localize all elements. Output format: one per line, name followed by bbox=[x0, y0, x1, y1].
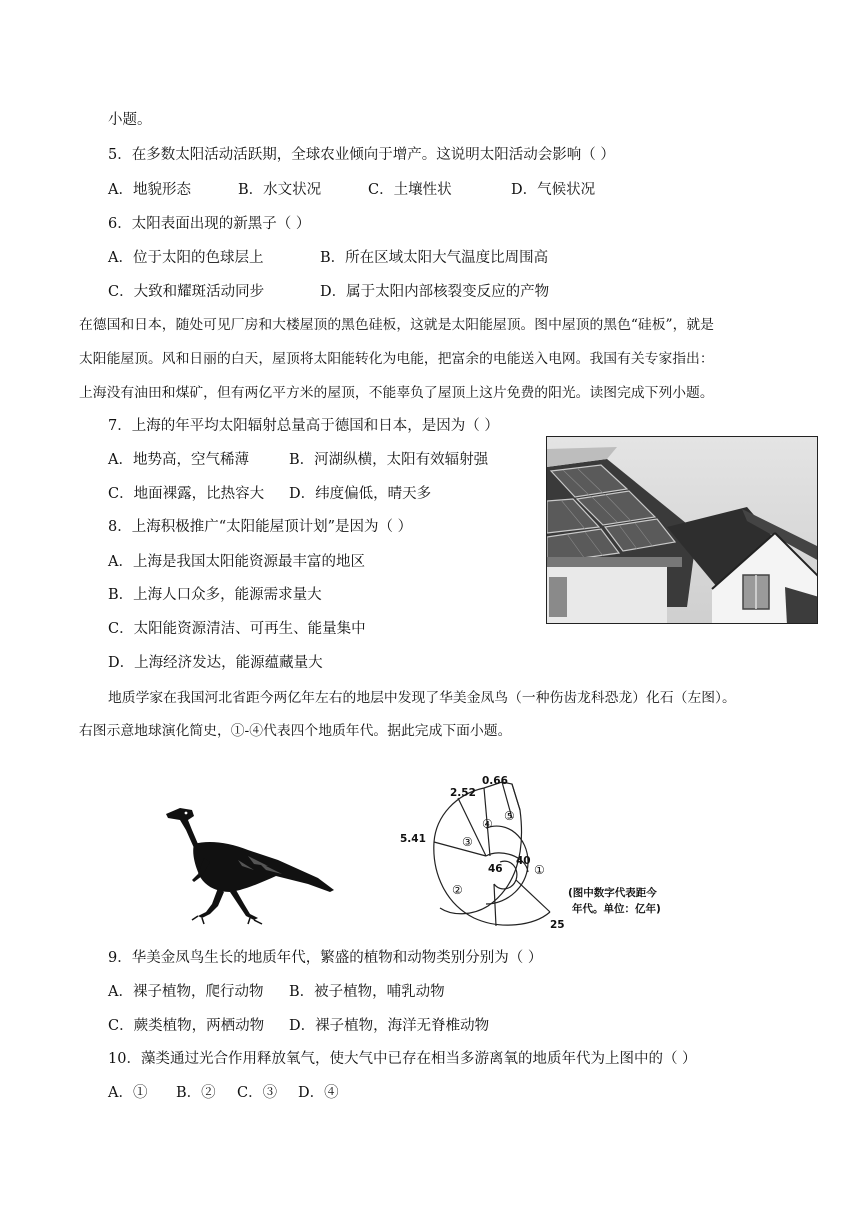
q10-option-d: D．④ bbox=[298, 1085, 339, 1101]
q9-stem: 9．华美金凤鸟生长的地质年代，繁盛的植物和动物类别分别为（ ） bbox=[108, 950, 543, 966]
earth-evolution-spiral-diagram bbox=[396, 776, 696, 940]
passage2-line: 在德国和日本，随处可见厂房和大楼屋顶的黑色硅板，这就是太阳能屋顶。图中屋顶的黑色“硅板”，就是 bbox=[79, 317, 714, 333]
diagram-note: (图中数字代表距今 bbox=[568, 887, 657, 899]
q9-option-d: D．裸子植物，海洋无脊椎动物 bbox=[289, 1018, 490, 1034]
spiral-label: 2.52 bbox=[450, 787, 476, 799]
q7-option-a: A．地势高，空气稀薄 bbox=[108, 452, 249, 468]
era-marker: ② bbox=[452, 883, 463, 897]
q6-option-b: B．所在区域太阳大气温度比周围高 bbox=[320, 250, 549, 266]
q6-option-d: D．属于太阳内部核裂变反应的产物 bbox=[320, 284, 550, 300]
era-marker: ④ bbox=[482, 817, 493, 831]
spiral-label: 46 bbox=[488, 863, 503, 875]
q5-stem: 5．在多数太阳活动活跃期，全球农业倾向于增产。这说明太阳活动会影响（ ） bbox=[108, 147, 615, 163]
q9-option-c: C．蕨类植物，两栖动物 bbox=[108, 1018, 265, 1034]
q7-option-c: C．地面裸露，比热容大 bbox=[108, 486, 265, 502]
era-marker: ⑤ bbox=[504, 809, 515, 823]
q10-option-c: C．③ bbox=[237, 1085, 278, 1101]
spiral-label: 0.66 bbox=[482, 776, 508, 787]
q8-option-c: C．太阳能资源清洁、可再生、能量集中 bbox=[108, 621, 366, 637]
q10-stem: 10．藻类通过光合作用释放氧气，使大气中已存在相当多游离氧的地质年代为上图中的（ ） bbox=[108, 1051, 697, 1067]
q6-stem: 6．太阳表面出现的新黑子（ ） bbox=[108, 216, 311, 232]
q7-stem: 7．上海的年平均太阳辐射总量高于德国和日本，是因为（ ） bbox=[108, 418, 499, 434]
spiral-label: 40 bbox=[516, 855, 531, 867]
q9-option-a: A．裸子植物，爬行动物 bbox=[108, 984, 264, 1000]
q9-option-b: B．被子植物，哺乳动物 bbox=[289, 984, 445, 1000]
q6-option-a: A．位于太阳的色球层上 bbox=[108, 250, 264, 266]
q7-option-b: B．河湖纵横，太阳有效辐射强 bbox=[289, 452, 489, 468]
q5-option-c: C．土壤性状 bbox=[368, 182, 452, 198]
q8-stem: 8．上海积极推广“太阳能屋顶计划”是因为（ ） bbox=[108, 519, 413, 535]
passage3-line: 右图示意地球演化简史，①-④代表四个地质年代。据此完成下面小题。 bbox=[79, 723, 512, 739]
dinosaur-fossil-illustration bbox=[158, 800, 338, 934]
spiral-label: 5.41 bbox=[400, 833, 426, 845]
q5-option-a: A．地貌形态 bbox=[108, 182, 191, 198]
passage3-line: 地质学家在我国河北省距今两亿年左右的地层中发现了华美金凤鸟（一种伤齿龙科恐龙）化石（左图）。 bbox=[108, 690, 736, 706]
q6-option-c: C．大致和耀斑活动同步 bbox=[108, 284, 265, 300]
spiral-label: 25 bbox=[550, 919, 565, 931]
q5-option-b: B．水文状况 bbox=[238, 182, 322, 198]
q5-option-d: D．气候状况 bbox=[511, 182, 596, 198]
q8-option-d: D．上海经济发达，能源蕴藏量大 bbox=[108, 655, 323, 671]
era-marker: ① bbox=[534, 863, 545, 877]
passage2-line: 上海没有油田和煤矿，但有两亿平方米的屋顶，不能辜负了屋顶上这片免费的阳光。读图完成下列小题。 bbox=[79, 385, 714, 401]
solar-roof-photo bbox=[546, 436, 818, 624]
passage2-line: 太阳能屋顶。风和日丽的白天，屋顶将太阳能转化为电能，把富余的电能送入电网。我国有关专家指出： bbox=[79, 351, 714, 367]
q8-option-b: B．上海人口众多，能源需求量大 bbox=[108, 587, 322, 603]
q7-option-d: D．纬度偏低，晴天多 bbox=[289, 486, 432, 502]
q8-option-a: A．上海是我国太阳能资源最丰富的地区 bbox=[108, 554, 365, 570]
diagram-note: 年代。单位：亿年) bbox=[572, 903, 661, 915]
intro-tail: 小题。 bbox=[108, 112, 152, 128]
q10-option-b: B．② bbox=[176, 1085, 216, 1101]
q10-option-a: A．① bbox=[108, 1085, 148, 1101]
era-marker: ③ bbox=[462, 835, 473, 849]
